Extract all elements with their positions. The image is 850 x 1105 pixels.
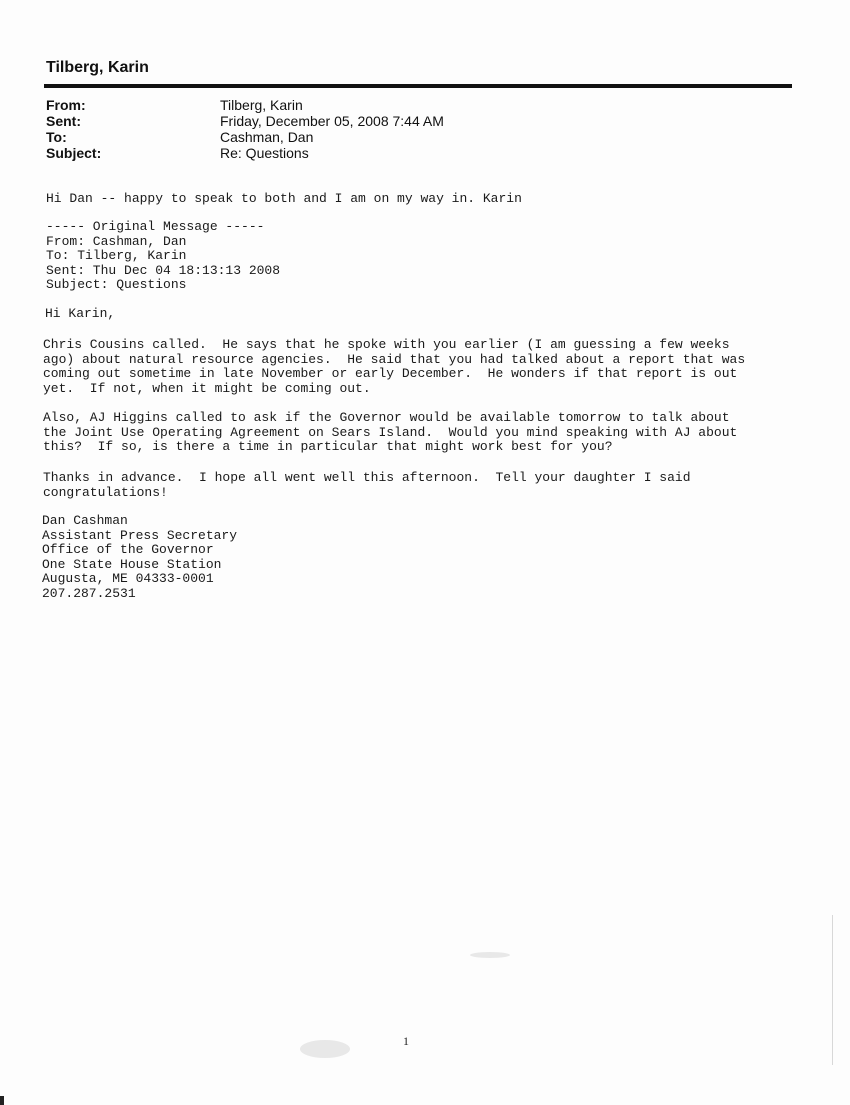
paragraph-line: coming out sometime in late November or early December. He wonders if that report is out — [43, 366, 738, 382]
original-subject: Subject: Questions — [46, 277, 187, 293]
scan-edge-line — [832, 915, 833, 1065]
paragraph-2 — [43, 411, 803, 455]
greeting: Hi Karin, — [45, 306, 116, 321]
scan-corner-mark — [0, 1096, 4, 1105]
signature-city: Augusta, ME 04333-0001 — [42, 571, 214, 587]
signature-name: Dan Cashman — [42, 513, 128, 528]
original-from: From: Cashman, Dan — [46, 233, 187, 249]
reply-text: Hi Dan -- happy to speak to both and I am on my way in. Karin — [46, 191, 522, 206]
paragraph-line: yet. If not, when it might be coming out. — [43, 380, 371, 396]
scan-smudge — [470, 952, 510, 958]
sent-value: Friday, December 05, 2008 7:44 AM — [220, 113, 444, 129]
original-message-header — [46, 220, 806, 293]
subject-field-row — [46, 145, 309, 161]
paragraph-line: congratulations! — [43, 484, 168, 500]
page-title: Tilberg, Karin — [46, 59, 149, 76]
subject-value: Re: Questions — [220, 145, 309, 161]
paragraph-line: Also, AJ Higgins called to ask if the Governor would be available tomorrow to talk about — [43, 410, 730, 425]
to-label: To: — [46, 129, 67, 145]
paragraph-line: ago) about natural resource agencies. He said that you had talked about a report that was — [43, 351, 746, 367]
original-separator: ----- Original Message ----- — [46, 219, 265, 234]
title-rule — [44, 84, 792, 88]
signature-block — [42, 514, 802, 602]
paragraph-line: the Joint Use Operating Agreement on Sears Island. Would you mind speaking with AJ about — [43, 424, 738, 440]
subject-label: Subject: — [46, 145, 102, 161]
paragraph-1 — [43, 338, 803, 396]
from-label: From: — [46, 97, 86, 113]
paragraph-3 — [43, 471, 803, 500]
sent-field-row — [46, 113, 444, 129]
from-field-row — [46, 97, 303, 113]
page-number: 1 — [403, 1034, 409, 1048]
original-to: To: Tilberg, Karin — [46, 248, 187, 264]
signature-address: One State House Station — [42, 556, 222, 572]
from-value: Tilberg, Karin — [220, 97, 303, 113]
to-value: Cashman, Dan — [220, 129, 314, 145]
signature-phone: 207.287.2531 — [42, 585, 136, 601]
sent-label: Sent: — [46, 113, 81, 129]
scan-smudge — [300, 1040, 350, 1058]
paragraph-line: this? If so, is there a time in particular that might work best for you? — [43, 439, 613, 455]
paragraph-line: Chris Cousins called. He says that he spoke with you earlier (I am guessing a few weeks — [43, 337, 730, 352]
to-field-row — [46, 129, 314, 145]
signature-office: Office of the Governor — [42, 542, 214, 558]
signature-title: Assistant Press Secretary — [42, 527, 238, 543]
original-sent: Sent: Thu Dec 04 18:13:13 2008 — [46, 262, 281, 278]
paragraph-line: Thanks in advance. I hope all went well this afternoon. Tell your daughter I said — [43, 470, 691, 485]
